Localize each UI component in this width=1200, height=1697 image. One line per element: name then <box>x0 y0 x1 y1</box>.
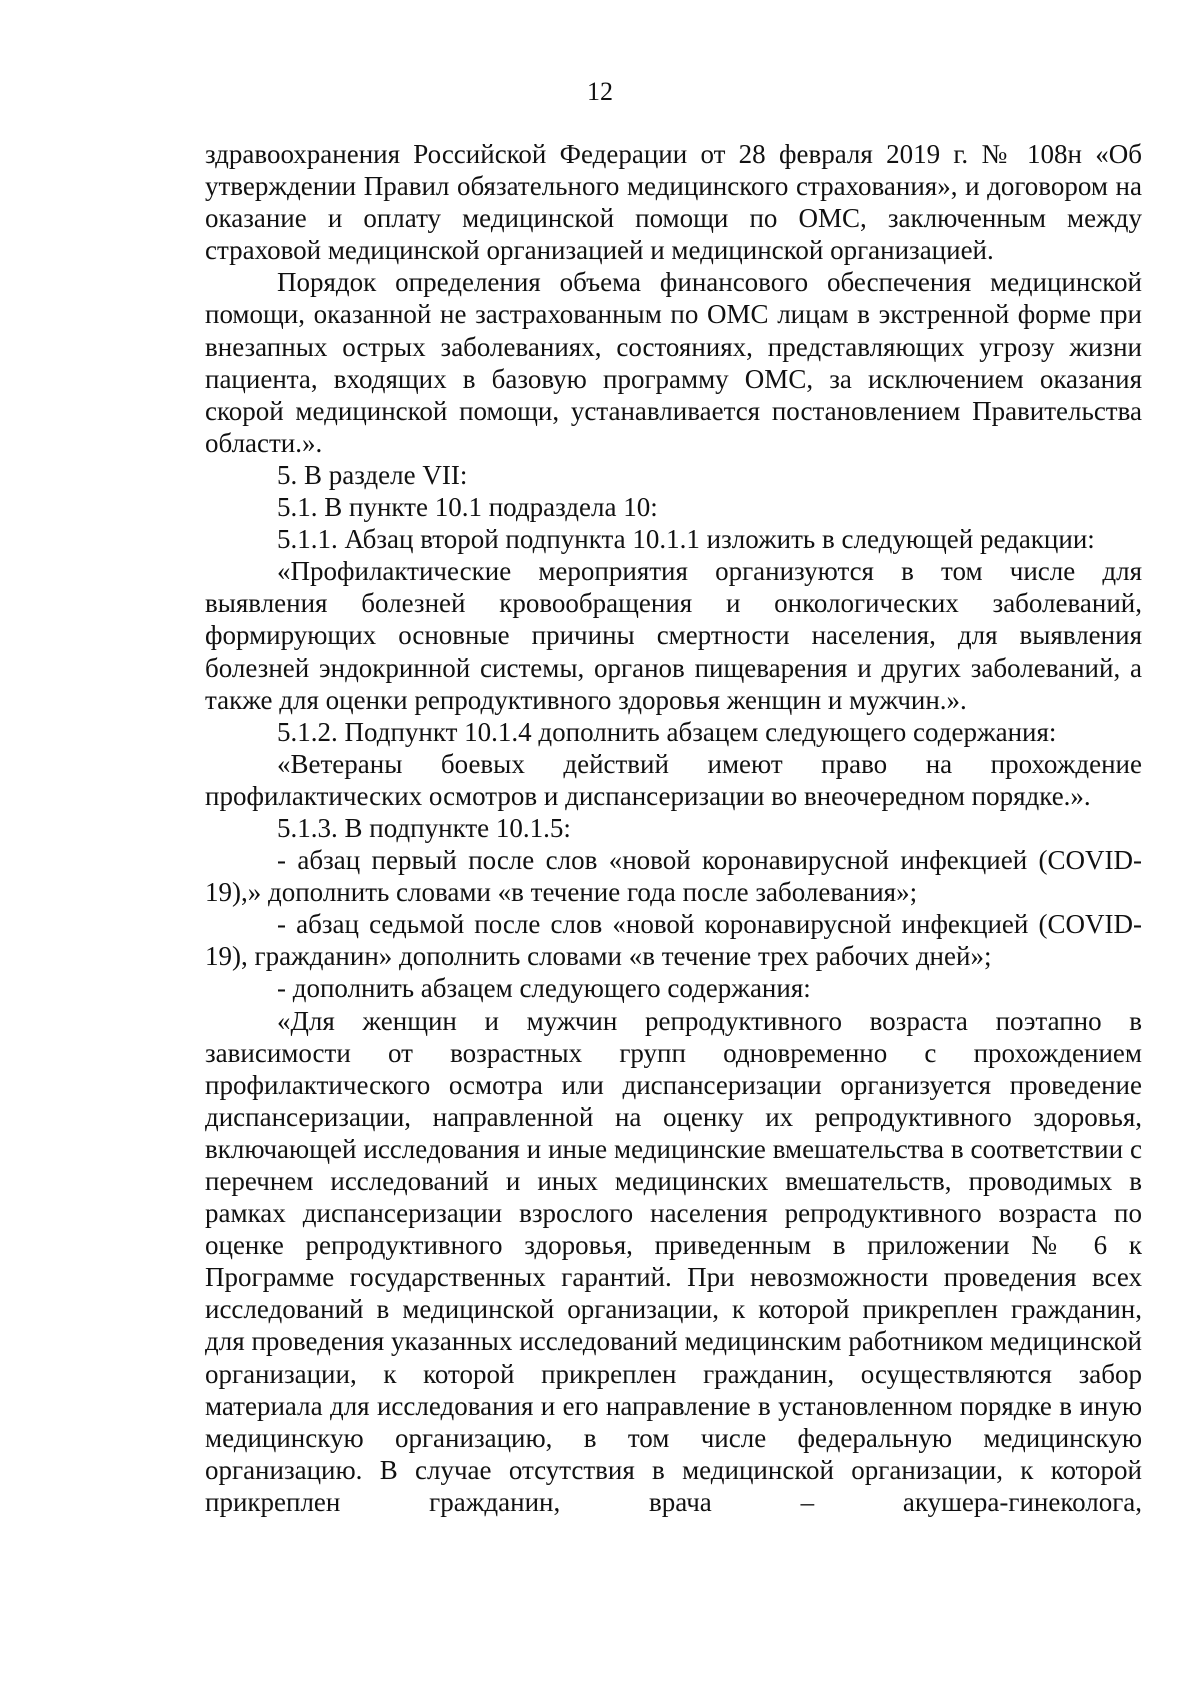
document-body <box>205 138 1142 1518</box>
paragraph-continuation: здравоохранения Российской Федерации от 28 февраля 2019 г. № 108н «Об утверждении Правил обязательного медицинского страхования», и договором на оказание и оплату медицинской помощи по ОМС, заключенным между страховой медицинской организацией и медицинской организацией. <box>205 139 1142 266</box>
paragraph-item-5-1-1: 5.1.1. Абзац второй подпункта 10.1.1 изложить в следующей редакции: <box>277 524 1095 555</box>
paragraph-section-5: 5. В разделе VII: <box>277 459 468 490</box>
paragraph-item-5-1: 5.1. В пункте 10.1 подраздела 10: <box>277 492 658 523</box>
paragraph-amend-seventh: - абзац седьмой после слов «новой коронавирусной инфекцией (COVID-19), гражданин» дополнить словами «в течение трех рабочих дней»; <box>205 909 1142 972</box>
paragraph-add-new: - дополнить абзацем следующего содержания: <box>277 973 811 1004</box>
paragraph-item-5-1-2: 5.1.2. Подпункт 10.1.4 дополнить абзацем следующего содержания: <box>277 716 1057 747</box>
paragraph-preventive-measures: «Профилактические мероприятия организуются в том числе для выявления болезней кровообращения и онкологических заболеваний, формирующих основные причины смертности населения, для выявления болезней эндокринной системы, органов пищеварения и других заболеваний, а также для оценки репродуктивного здоровья женщин и мужчин.». <box>205 556 1142 715</box>
paragraph-amend-first: - абзац первый после слов «новой коронавирусной инфекцией (COVID-19),» дополнить словами «в течение года после заболевания»; <box>205 845 1142 908</box>
page-number: 12 <box>587 77 613 106</box>
paragraph-veterans: «Ветераны боевых действий имеют право на прохождение профилактических осмотров и диспансеризации во внеочередном порядке.». <box>205 748 1142 811</box>
paragraph-funding-procedure: Порядок определения объема финансового обеспечения медицинской помощи, оказанной не застрахованным по ОМС лицам в экстренной форме при внезапных острых заболеваниях, состояниях, представляющих угрозу жизни пациента, входящих в базовую программу ОМС, за исключением оказания скорой медицинской помощи, устанавливается постановлением Правительства области.». <box>205 267 1142 458</box>
paragraph-item-5-1-3: 5.1.3. В подпункте 10.1.5: <box>277 812 571 843</box>
paragraph-reproductive-health: «Для женщин и мужчин репродуктивного возраста поэтапно в зависимости от возрастных групп одновременно с прохождением профилактического осмотра или диспансеризации организуется проведение диспансеризации, направленной на оценку их репродуктивного здоровья, включающей исследования и иные медицинские вмешательства в соответствии с перечнем исследований и иных медицинских вмешательств, проводимых в рамках диспансеризации взрослого населения репродуктивного возраста по оценке репродуктивного здоровья, приведенным в приложении № 6 к Программе государственных гарантий. При невозможности проведения всех исследований в медицинской организации, к которой прикреплен гражданин, для проведения указанных исследований медицинским работником медицинской организации, к которой прикреплен гражданин, осуществляются забор материала для исследования и его направление в установленном порядке в иную медицинскую организацию, в том числе федеральную медицинскую организацию. В случае отсутствия в медицинской организации, к которой прикреплен гражданин, врача – акушера-гинеколога, <box>205 1005 1142 1517</box>
